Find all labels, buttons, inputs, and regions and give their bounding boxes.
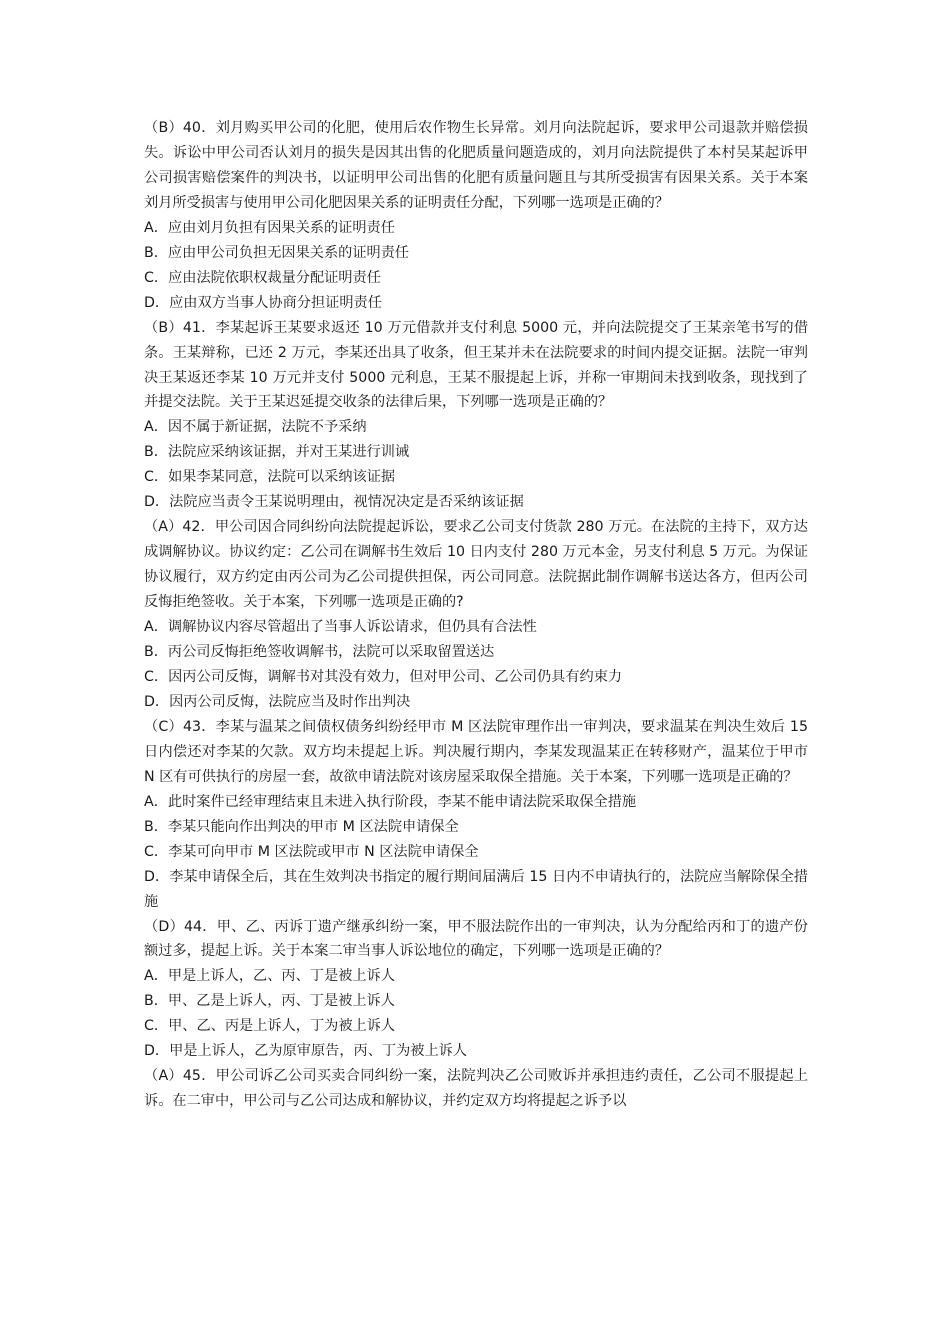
question-stem xyxy=(144,1064,808,1114)
option-d: D．法院应当责令王某说明理由，视情况决定是否采纳该证据 xyxy=(144,494,524,511)
option-a: A．此时案件已经审理结束且未进入执行阶段，李某不能申请法院采取保全措施 xyxy=(144,793,637,810)
question-text: 李某与温某之间债权债务纠纷经甲市 M 区法院审理作出一审判决，要求温某在判决生效后 15 日内偿还对李某的欠款。双方均未提起上诉。判决履行期内，李某发现温某正在转移财产，温某位于甲市 N 区有可供执行的房屋一套，故欲申请法院对该房屋采取保全措施。关于本案，下列哪一选项是正确的？ xyxy=(144,718,808,785)
question-number: 43． xyxy=(182,718,216,735)
question-stem xyxy=(144,316,808,416)
question-number: 45． xyxy=(182,1068,216,1085)
question-number: 42． xyxy=(182,519,215,536)
option-a: A．因不属于新证据，法院不予采纳 xyxy=(144,419,367,436)
option-d: D．因丙公司反悔，法院应当及时作出判决 xyxy=(144,693,411,710)
answer-tag: （D） xyxy=(144,918,185,935)
option-b: B．丙公司反悔拒绝签收调解书，法院可以采取留置送达 xyxy=(144,644,495,661)
question-text: 李某起诉王某要求返还 10 万元借款并支付利息 5000 元，并向法院提交了王某亲笔书写的借条。王某辩称，已还 2 万元，李某还出具了收条，但王某并未在法院要求的时间内提交证据。法院一审判决王某返还李某 10 万元并支付 5000 元利息，王某不服提起上诉，并称一审期间未找到收条，现找到了并提交法院。关于王某迟延提交收条的法律后果，下列哪一选项是正确的？ xyxy=(144,319,809,411)
question-44 xyxy=(144,915,808,1065)
option-b: B．应由甲公司负担无因果关系的证明责任 xyxy=(144,244,410,261)
question-number: 40． xyxy=(182,120,216,136)
option-d: D．李某申请保全后，其在生效判决书指定的履行期间届满后 15 日内不申请执行的，法院应当解除保全措施 xyxy=(144,868,808,910)
option-c: C．李某可向甲市 M 区法院或甲市 N 区法院申请保全 xyxy=(144,843,479,860)
option-d: D．甲是上诉人，乙为原审原告，丙、丁为被上诉人 xyxy=(144,1043,468,1060)
question-number: 41． xyxy=(182,319,216,336)
question-text: 刘月购买甲公司的化肥，使用后农作物生长异常。刘月向法院起诉，要求甲公司退款并赔偿损失。诉讼中甲公司否认刘月的损失是因其出售的化肥质量问题造成的，刘月向法院提供了本村吴某起诉甲公司损害赔偿案件的判决书，以证明甲公司出售的化肥有质量问题且与其所受损害有因果关系。关于本案刘月所受损害与使用甲公司化肥因果关系的证明责任分配，下列哪一选项是正确的？ xyxy=(144,120,808,211)
question-text: 甲公司因合同纠纷向法院提起诉讼，要求乙公司支付货款 280 万元。在法院的主持下，双方达成调解协议。协议约定：乙公司在调解书生效后 10 日内支付 280 万元本金，另支付利息 5 万元。为保证协议履行，双方约定由丙公司为乙公司提供担保，丙公司同意。法院据此制作调解书送达各方，但丙公司反悔拒绝签收。关于本案，下列哪一选项是正确的? xyxy=(144,519,808,611)
question-stem xyxy=(144,915,808,965)
question-stem xyxy=(144,515,808,615)
question-40 xyxy=(144,116,808,316)
option-a: A．调解协议内容尽管超出了当事人诉讼请求，但仍具有合法性 xyxy=(144,619,537,636)
question-42 xyxy=(144,515,808,715)
answer-tag: （A） xyxy=(144,519,183,536)
option-b: B．法院应采纳该证据，并对王某进行训诫 xyxy=(144,444,410,461)
question-stem xyxy=(144,715,808,790)
question-45 xyxy=(144,1064,808,1114)
option-c: C．因丙公司反悔，调解书对其没有效力，但对甲公司、乙公司仍具有约束力 xyxy=(144,668,623,685)
answer-tag: （C） xyxy=(144,718,183,735)
option-a: A．应由刘月负担有因果关系的证明责任 xyxy=(144,219,395,236)
question-number: 44． xyxy=(184,918,217,935)
question-stem xyxy=(144,116,808,216)
answer-tag: （B） xyxy=(144,319,183,336)
answer-tag: （A） xyxy=(144,1068,183,1085)
option-b: B．李某只能向作出判决的甲市 M 区法院申请保全 xyxy=(144,818,459,835)
option-b: B．甲、乙是上诉人，丙、丁是被上诉人 xyxy=(144,993,395,1010)
question-43 xyxy=(144,715,808,915)
option-c: C．如果李某同意，法院可以采纳该证据 xyxy=(144,469,396,486)
option-d: D．应由双方当事人协商分担证明责任 xyxy=(144,294,382,311)
question-list xyxy=(144,116,808,1114)
option-a: A．甲是上诉人，乙、丙、丁是被上诉人 xyxy=(144,968,395,985)
question-text: 甲、乙、丙诉丁遗产继承纠纷一案，甲不服法院作出的一审判决，认为分配给丙和丁的遗产份额过多，提起上诉。关于本案二审当事人诉讼地位的确定，下列哪一选项是正确的？ xyxy=(144,918,808,960)
option-c: C．甲、乙、丙是上诉人，丁为被上诉人 xyxy=(144,1018,396,1035)
option-c: C．应由法院依职权裁量分配证明责任 xyxy=(144,269,381,286)
question-41 xyxy=(144,316,808,516)
question-text: 甲公司诉乙公司买卖合同纠纷一案，法院判决乙公司败诉并承担违约责任，乙公司不服提起上诉。在二审中，甲公司与乙公司达成和解协议，并约定双方均将提起之诉予以 xyxy=(144,1068,808,1110)
answer-tag: （B） xyxy=(144,120,183,136)
